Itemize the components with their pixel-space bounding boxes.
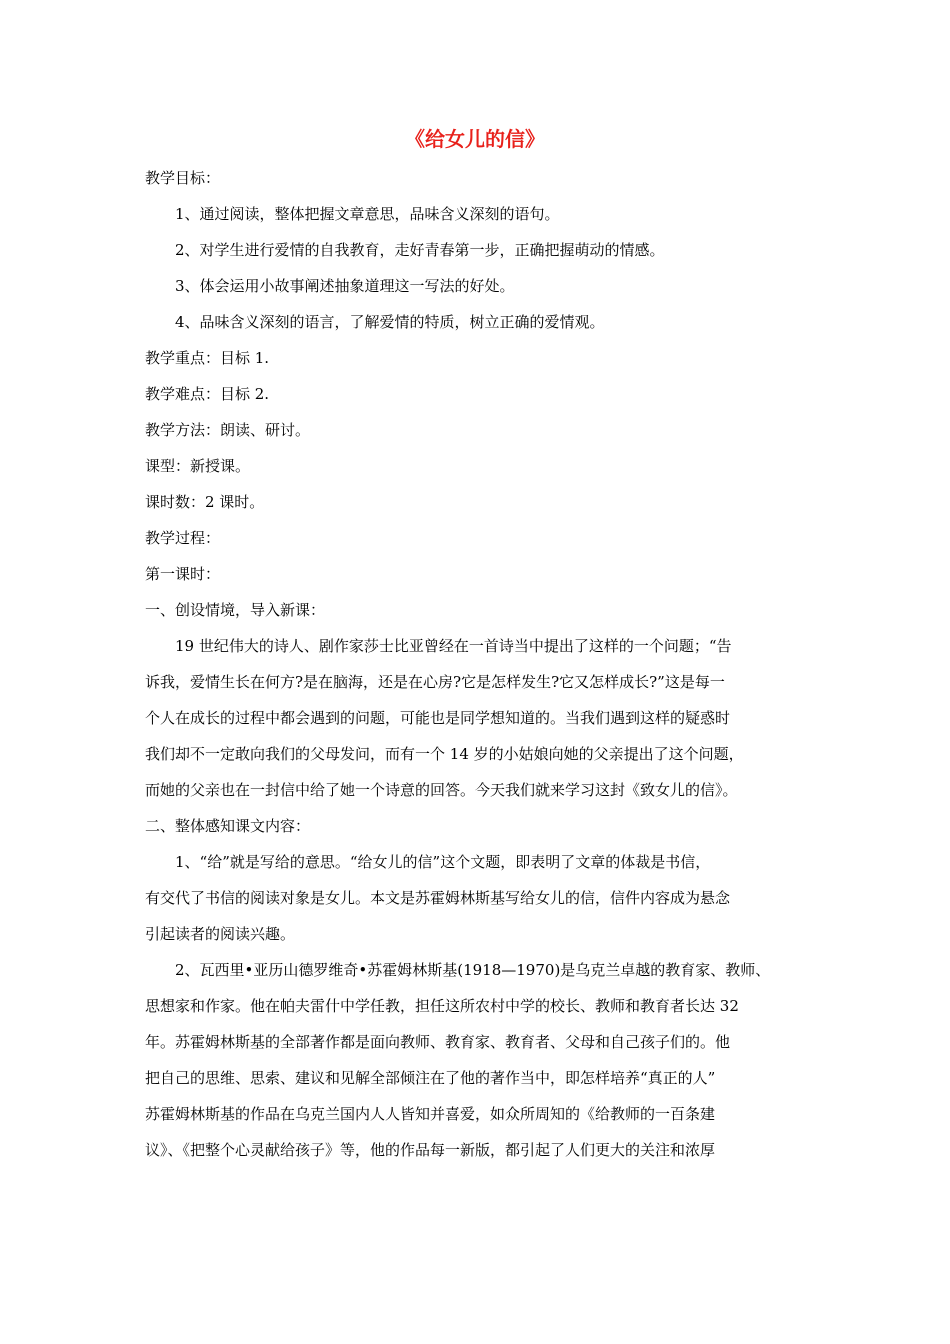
document-body xyxy=(145,160,807,1168)
paragraph-line: 年。苏霍姆林斯基的全部著作都是面向教师、教育家、教育者、父母和自己孩子们的。他 xyxy=(145,1033,731,1051)
section1-paragraph xyxy=(145,628,807,808)
lesson-hours: 课时数：2 课时。 xyxy=(145,493,265,511)
paragraph-line: 2、瓦西里•亚历山德罗维奇•苏霍姆林斯基(1918—1970)是乌克兰卓越的教育家、教师、 xyxy=(175,961,771,979)
goal-item: 3、体会运用小故事阐述抽象道理这一写法的好处。 xyxy=(175,277,515,295)
document-title: 《给女儿的信》 xyxy=(405,127,545,151)
paragraph-line: 引起读者的阅读兴趣。 xyxy=(145,925,296,943)
goal-item: 1、通过阅读，整体把握文章意思，品味含义深刻的语句。 xyxy=(175,205,560,223)
paragraph-line: 诉我，爱情生长在何方?是在脑海，还是在心房?它是怎样发生?它又怎样成长?”这是每一 xyxy=(145,673,725,691)
goal-item: 4、品味含义深刻的语言，了解爱情的特质，树立正确的爱情观。 xyxy=(175,313,605,331)
paragraph-line: 19 世纪伟大的诗人、剧作家莎士比亚曾经在一首诗当中提出了这样的一个问题；“告 xyxy=(175,637,732,655)
lesson-type: 课型：新授课。 xyxy=(145,457,251,475)
paragraph-line: 我们却不一定敢向我们的父母发问，而有一个 14 岁的小姑娘向她的父亲提出了这个问题， xyxy=(145,745,744,763)
paragraph-line: 而她的父亲也在一封信中给了她一个诗意的回答。今天我们就来学习这封《致女儿的信》。 xyxy=(145,781,738,799)
goals-heading: 教学目标： xyxy=(145,169,221,187)
teaching-method: 教学方法：朗读、研讨。 xyxy=(145,421,311,439)
section1-heading: 一、创设情境，导入新课： xyxy=(145,601,326,619)
paragraph-line: 1、“给”就是写给的意思。“给女儿的信”这个文题，即表明了文章的体裁是书信， xyxy=(175,853,711,871)
paragraph-line: 思想家和作家。他在帕夫雷什中学任教，担任这所农村中学的校长、教师和教育者长达 32 xyxy=(145,997,739,1015)
key-point: 教学重点：目标 1. xyxy=(145,349,270,367)
section2-item1-paragraph xyxy=(145,844,807,952)
paragraph-line: 个人在成长的过程中都会遇到的问题，可能也是同学想知道的。当我们遇到这样的疑惑时 xyxy=(145,709,731,727)
goal-item: 2、对学生进行爱情的自我教育，走好青春第一步，正确把握萌动的情感。 xyxy=(175,241,665,259)
process-heading: 教学过程： xyxy=(145,529,221,547)
difficulty: 教学难点：目标 2. xyxy=(145,385,270,403)
paragraph-line: 议》、《把整个心灵献给孩子》等，他的作品每一新版，都引起了人们更大的关注和浓厚 xyxy=(145,1141,716,1159)
paragraph-line: 把自己的思维、思索、建议和见解全部倾注在了他的著作当中，即怎样培养“真正的人” xyxy=(145,1069,716,1087)
first-lesson-heading: 第一课时： xyxy=(145,565,221,583)
paragraph-line: 苏霍姆林斯基的作品在乌克兰国内人人皆知并喜爱，如众所周知的《给教师的一百条建 xyxy=(145,1105,716,1123)
paragraph-line: 有交代了书信的阅读对象是女儿。本文是苏霍姆林斯基写给女儿的信，信件内容成为悬念 xyxy=(145,889,731,907)
section2-item2-paragraph xyxy=(145,952,807,1168)
section2-heading: 二、整体感知课文内容： xyxy=(145,817,311,835)
